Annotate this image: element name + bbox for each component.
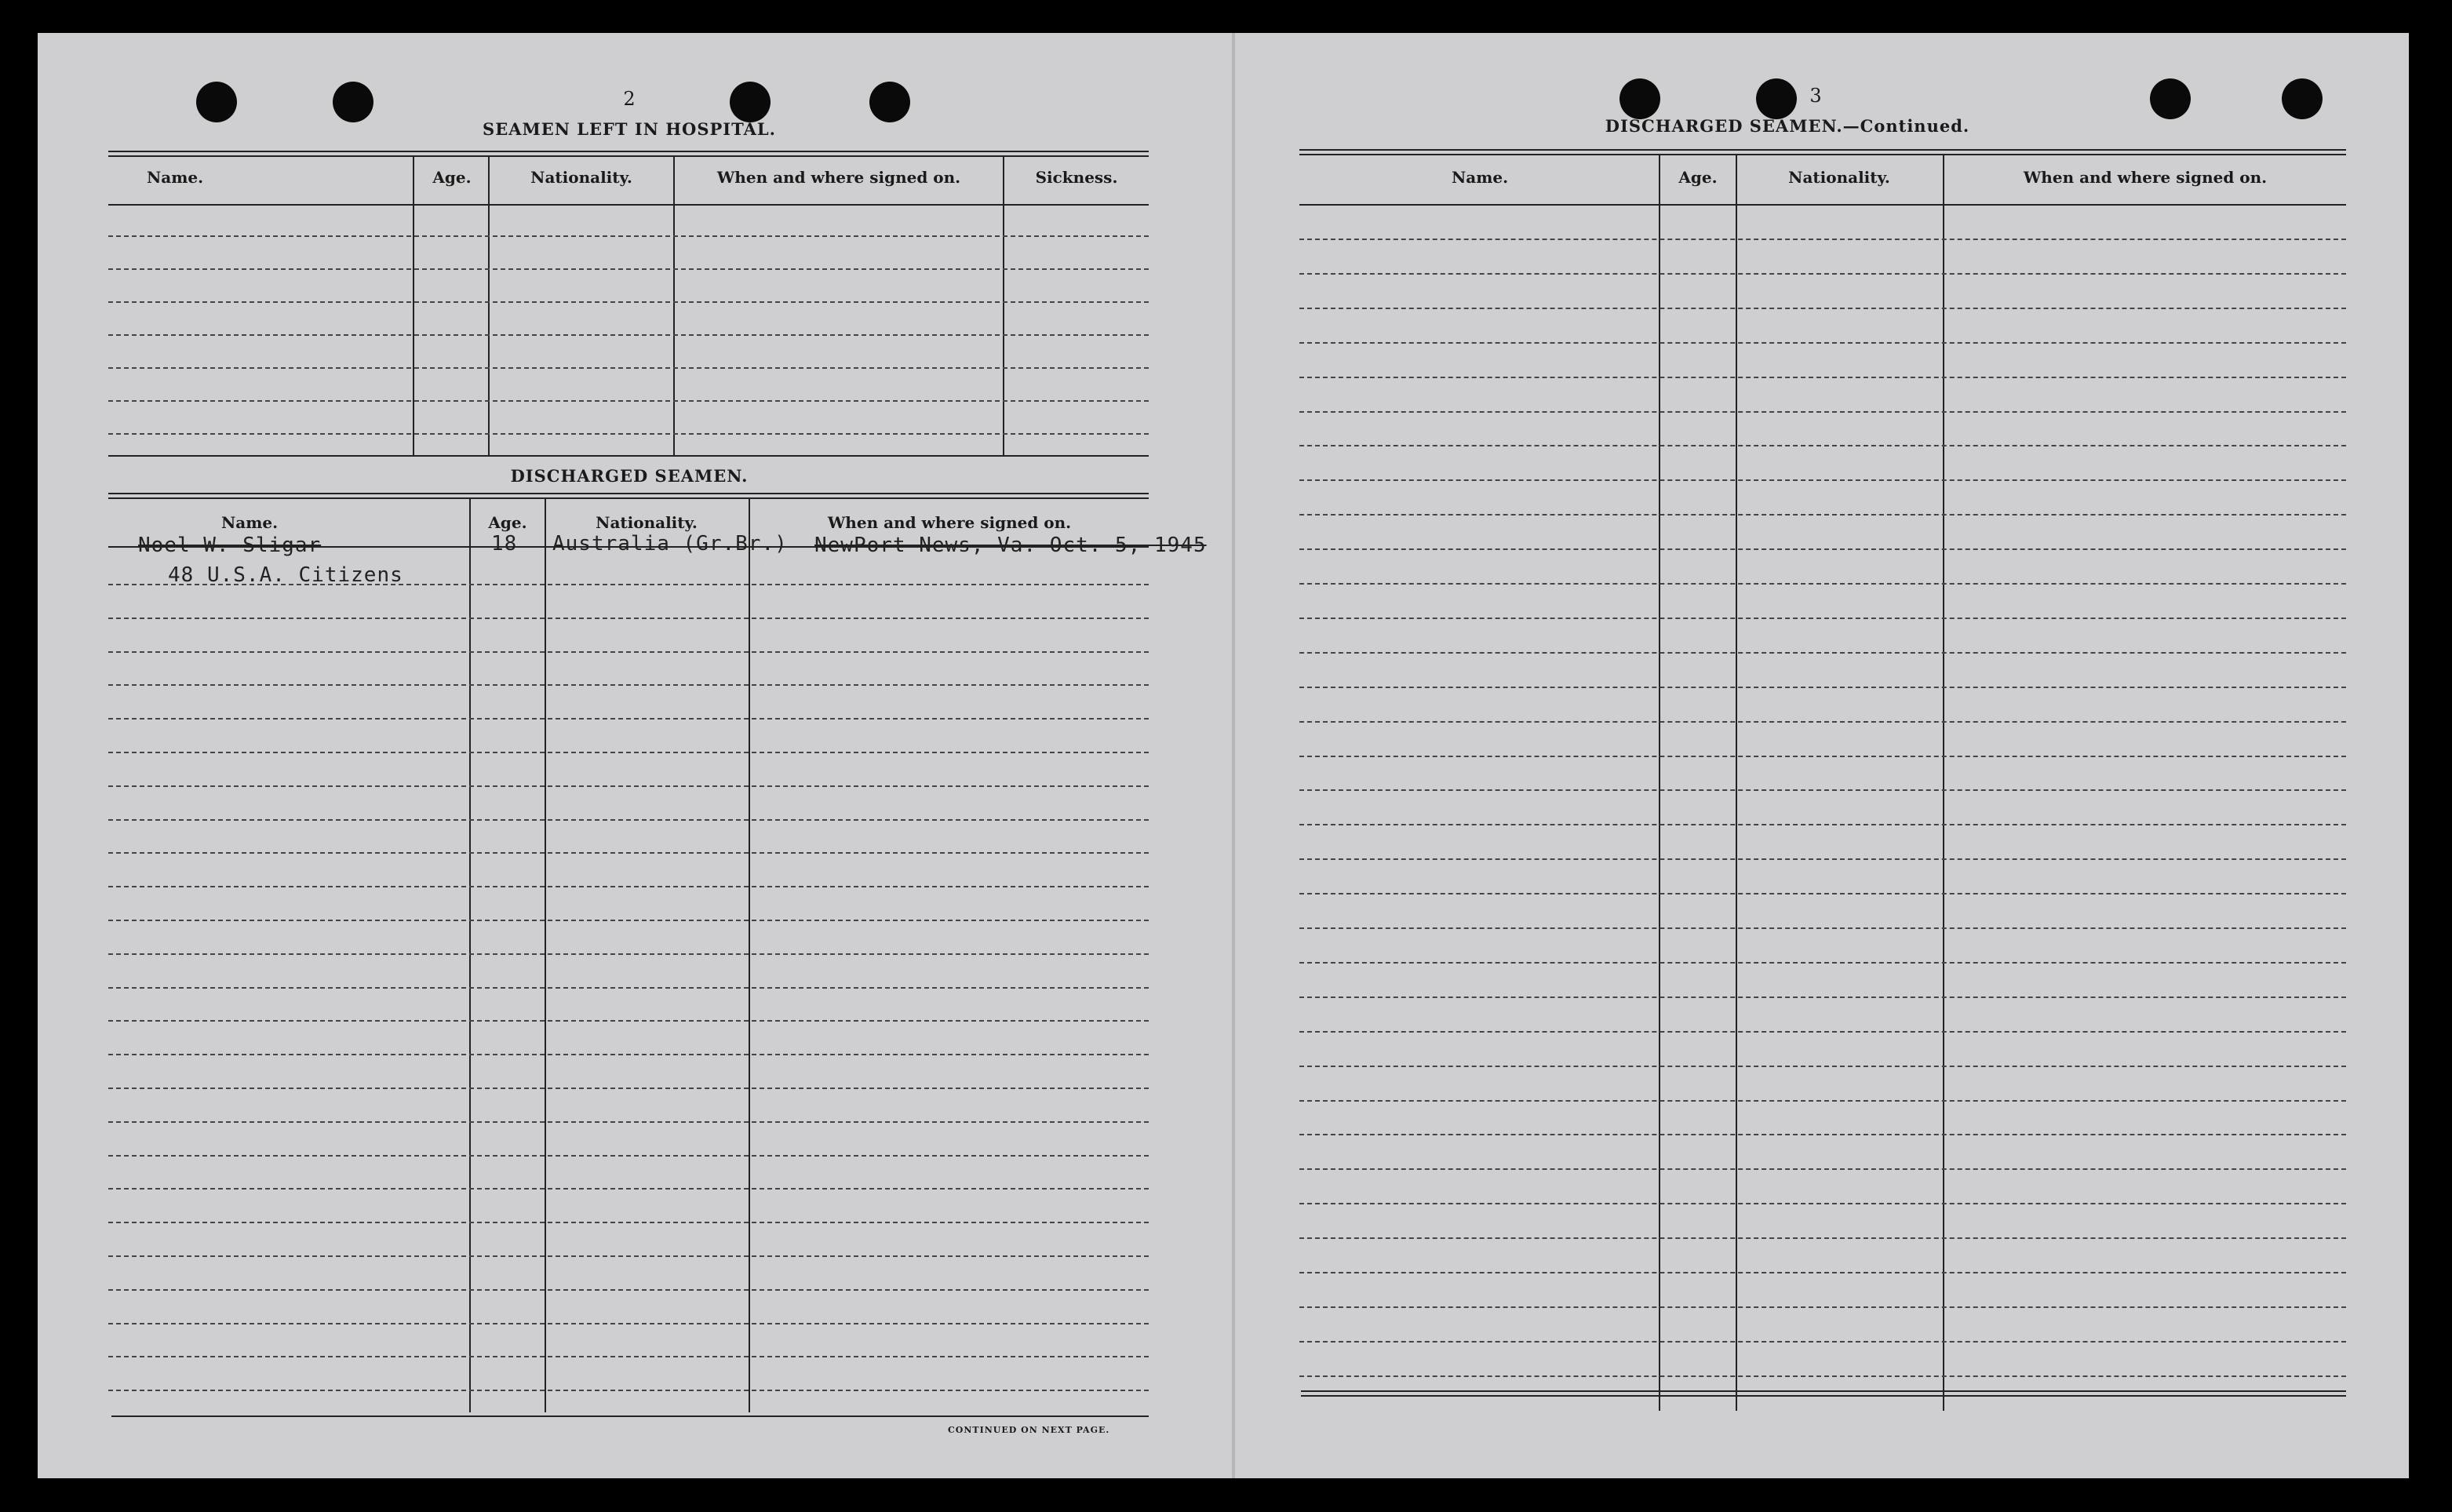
ruled-line (1299, 1375, 2346, 1377)
ruled-line (1299, 1134, 2346, 1135)
ruled-line (108, 785, 1149, 787)
ruled-line (1299, 962, 2346, 964)
punch-hole (1619, 78, 1660, 119)
ruled-line (1299, 1237, 2346, 1239)
page-number: 2 (623, 88, 636, 110)
ruled-line (1299, 1066, 2346, 1067)
ruled-line (108, 920, 1149, 921)
ruled-line (108, 1255, 1149, 1257)
ruled-line (1299, 273, 2346, 275)
ruled-line (108, 987, 1149, 989)
header-rule (1299, 204, 2346, 206)
hospital-section-title: SEAMEN LEFT IN HOSPITAL. (483, 119, 776, 139)
column-divider (545, 499, 546, 1412)
col-header-name: Name. (1451, 168, 1509, 187)
ruled-line (1299, 652, 2346, 654)
continued-note: CONTINUED ON NEXT PAGE. (948, 1425, 1110, 1435)
col-header-signed-on: When and where signed on. (2023, 168, 2268, 187)
punch-hole (2282, 78, 2323, 119)
rule (111, 1415, 1149, 1417)
ruled-line (108, 1390, 1149, 1391)
ruled-line (108, 235, 1149, 237)
rule (108, 151, 1149, 152)
ruled-line (1299, 445, 2346, 446)
punch-hole (333, 82, 373, 122)
rule (108, 497, 1149, 499)
ruled-line (1299, 721, 2346, 723)
ruled-line (108, 1188, 1149, 1190)
ruled-line (1299, 1306, 2346, 1308)
ruled-line (108, 618, 1149, 619)
col-header-nationality: Nationality. (1788, 168, 1890, 187)
ruled-line (1299, 548, 2346, 550)
col-header-signed-on: When and where signed on. (827, 513, 1072, 532)
ruled-line (108, 819, 1149, 821)
column-divider (673, 157, 675, 455)
ruled-line (108, 367, 1149, 369)
ruled-line (108, 651, 1149, 653)
rule (1299, 154, 2346, 155)
ruled-line (1299, 824, 2346, 825)
ruled-line (1299, 996, 2346, 998)
ruled-line (108, 334, 1149, 336)
ruled-line (1299, 308, 2346, 309)
seaman-nationality: Australia (Gr.Br.) (552, 532, 788, 556)
column-divider (1736, 155, 1737, 1411)
ruled-line (108, 1323, 1149, 1324)
page-fold (1232, 33, 1235, 1478)
ruled-line (108, 718, 1149, 720)
ruled-line (108, 301, 1149, 303)
seaman-name: Noel W. Sligar (138, 534, 322, 557)
page-number: 3 (1809, 85, 1822, 107)
punch-hole (730, 82, 771, 122)
ruled-line (108, 1088, 1149, 1089)
discharged-continued-title: DISCHARGED SEAMEN.—Continued. (1605, 116, 1970, 136)
ruled-line (1299, 411, 2346, 413)
ruled-line (1299, 687, 2346, 688)
col-header-name: Name. (146, 168, 204, 187)
ruled-line (108, 752, 1149, 753)
rule (1299, 149, 2346, 151)
seaman-age: 18 (491, 532, 518, 556)
column-divider (1943, 155, 1944, 1411)
col-header-signed-on: When and where signed on. (716, 168, 961, 187)
column-divider (749, 499, 750, 1412)
column-divider (469, 499, 471, 1412)
rule (108, 155, 1149, 157)
ruled-line (108, 1222, 1149, 1223)
ruled-line (108, 268, 1149, 270)
ruled-line (108, 1121, 1149, 1123)
punch-hole (196, 82, 237, 122)
ruled-line (108, 1289, 1149, 1291)
ruled-line (1299, 377, 2346, 378)
col-header-age: Age. (488, 513, 527, 532)
ruled-line (108, 1054, 1149, 1055)
ruled-line (108, 953, 1149, 955)
ruled-line (108, 684, 1149, 686)
punch-hole (869, 82, 910, 122)
ruled-line (1299, 342, 2346, 344)
ruled-line (1299, 893, 2346, 894)
column-divider (413, 157, 414, 455)
col-header-name: Name. (220, 513, 279, 532)
ruled-line (108, 886, 1149, 887)
ruled-line (108, 1155, 1149, 1157)
ruled-line (108, 1020, 1149, 1022)
punch-hole (2150, 78, 2191, 119)
ruled-line (108, 433, 1149, 435)
rule (108, 455, 1149, 457)
ruled-line (1299, 479, 2346, 481)
ruled-line (1299, 618, 2346, 619)
ruled-line (1299, 239, 2346, 240)
column-divider (1003, 157, 1004, 455)
column-divider (1659, 155, 1660, 1411)
citizens-count: 48 U.S.A. Citizens (168, 563, 403, 587)
ruled-line (1299, 514, 2346, 516)
rule (1301, 1395, 2346, 1397)
ruled-line (108, 852, 1149, 854)
ruled-line (1299, 1031, 2346, 1033)
ruled-line (1299, 789, 2346, 791)
punch-hole (1756, 78, 1797, 119)
ruled-line (1299, 1203, 2346, 1204)
ruled-line (1299, 1341, 2346, 1343)
rule (1301, 1390, 2346, 1392)
ruled-line (1299, 1272, 2346, 1273)
header-rule (108, 204, 1149, 206)
ruled-line (1299, 756, 2346, 757)
seaman-signed-on: NewPort News, Va. Oct. 5, 1945 (814, 534, 1207, 557)
col-header-age: Age. (1678, 168, 1718, 187)
manifest-sheet (38, 33, 2409, 1478)
column-divider (488, 157, 490, 455)
discharged-section-title: DISCHARGED SEAMEN. (510, 466, 749, 486)
ruled-line (1299, 583, 2346, 585)
ruled-line (1299, 858, 2346, 860)
col-header-nationality: Nationality. (596, 513, 698, 532)
rule (108, 493, 1149, 494)
ruled-line (1299, 927, 2346, 929)
ruled-line (108, 400, 1149, 402)
ruled-line (108, 1356, 1149, 1357)
ruled-line (1299, 1100, 2346, 1102)
col-header-sickness: Sickness. (1035, 168, 1118, 187)
ruled-line (1299, 1168, 2346, 1170)
col-header-age: Age. (432, 168, 472, 187)
col-header-nationality: Nationality. (530, 168, 632, 187)
